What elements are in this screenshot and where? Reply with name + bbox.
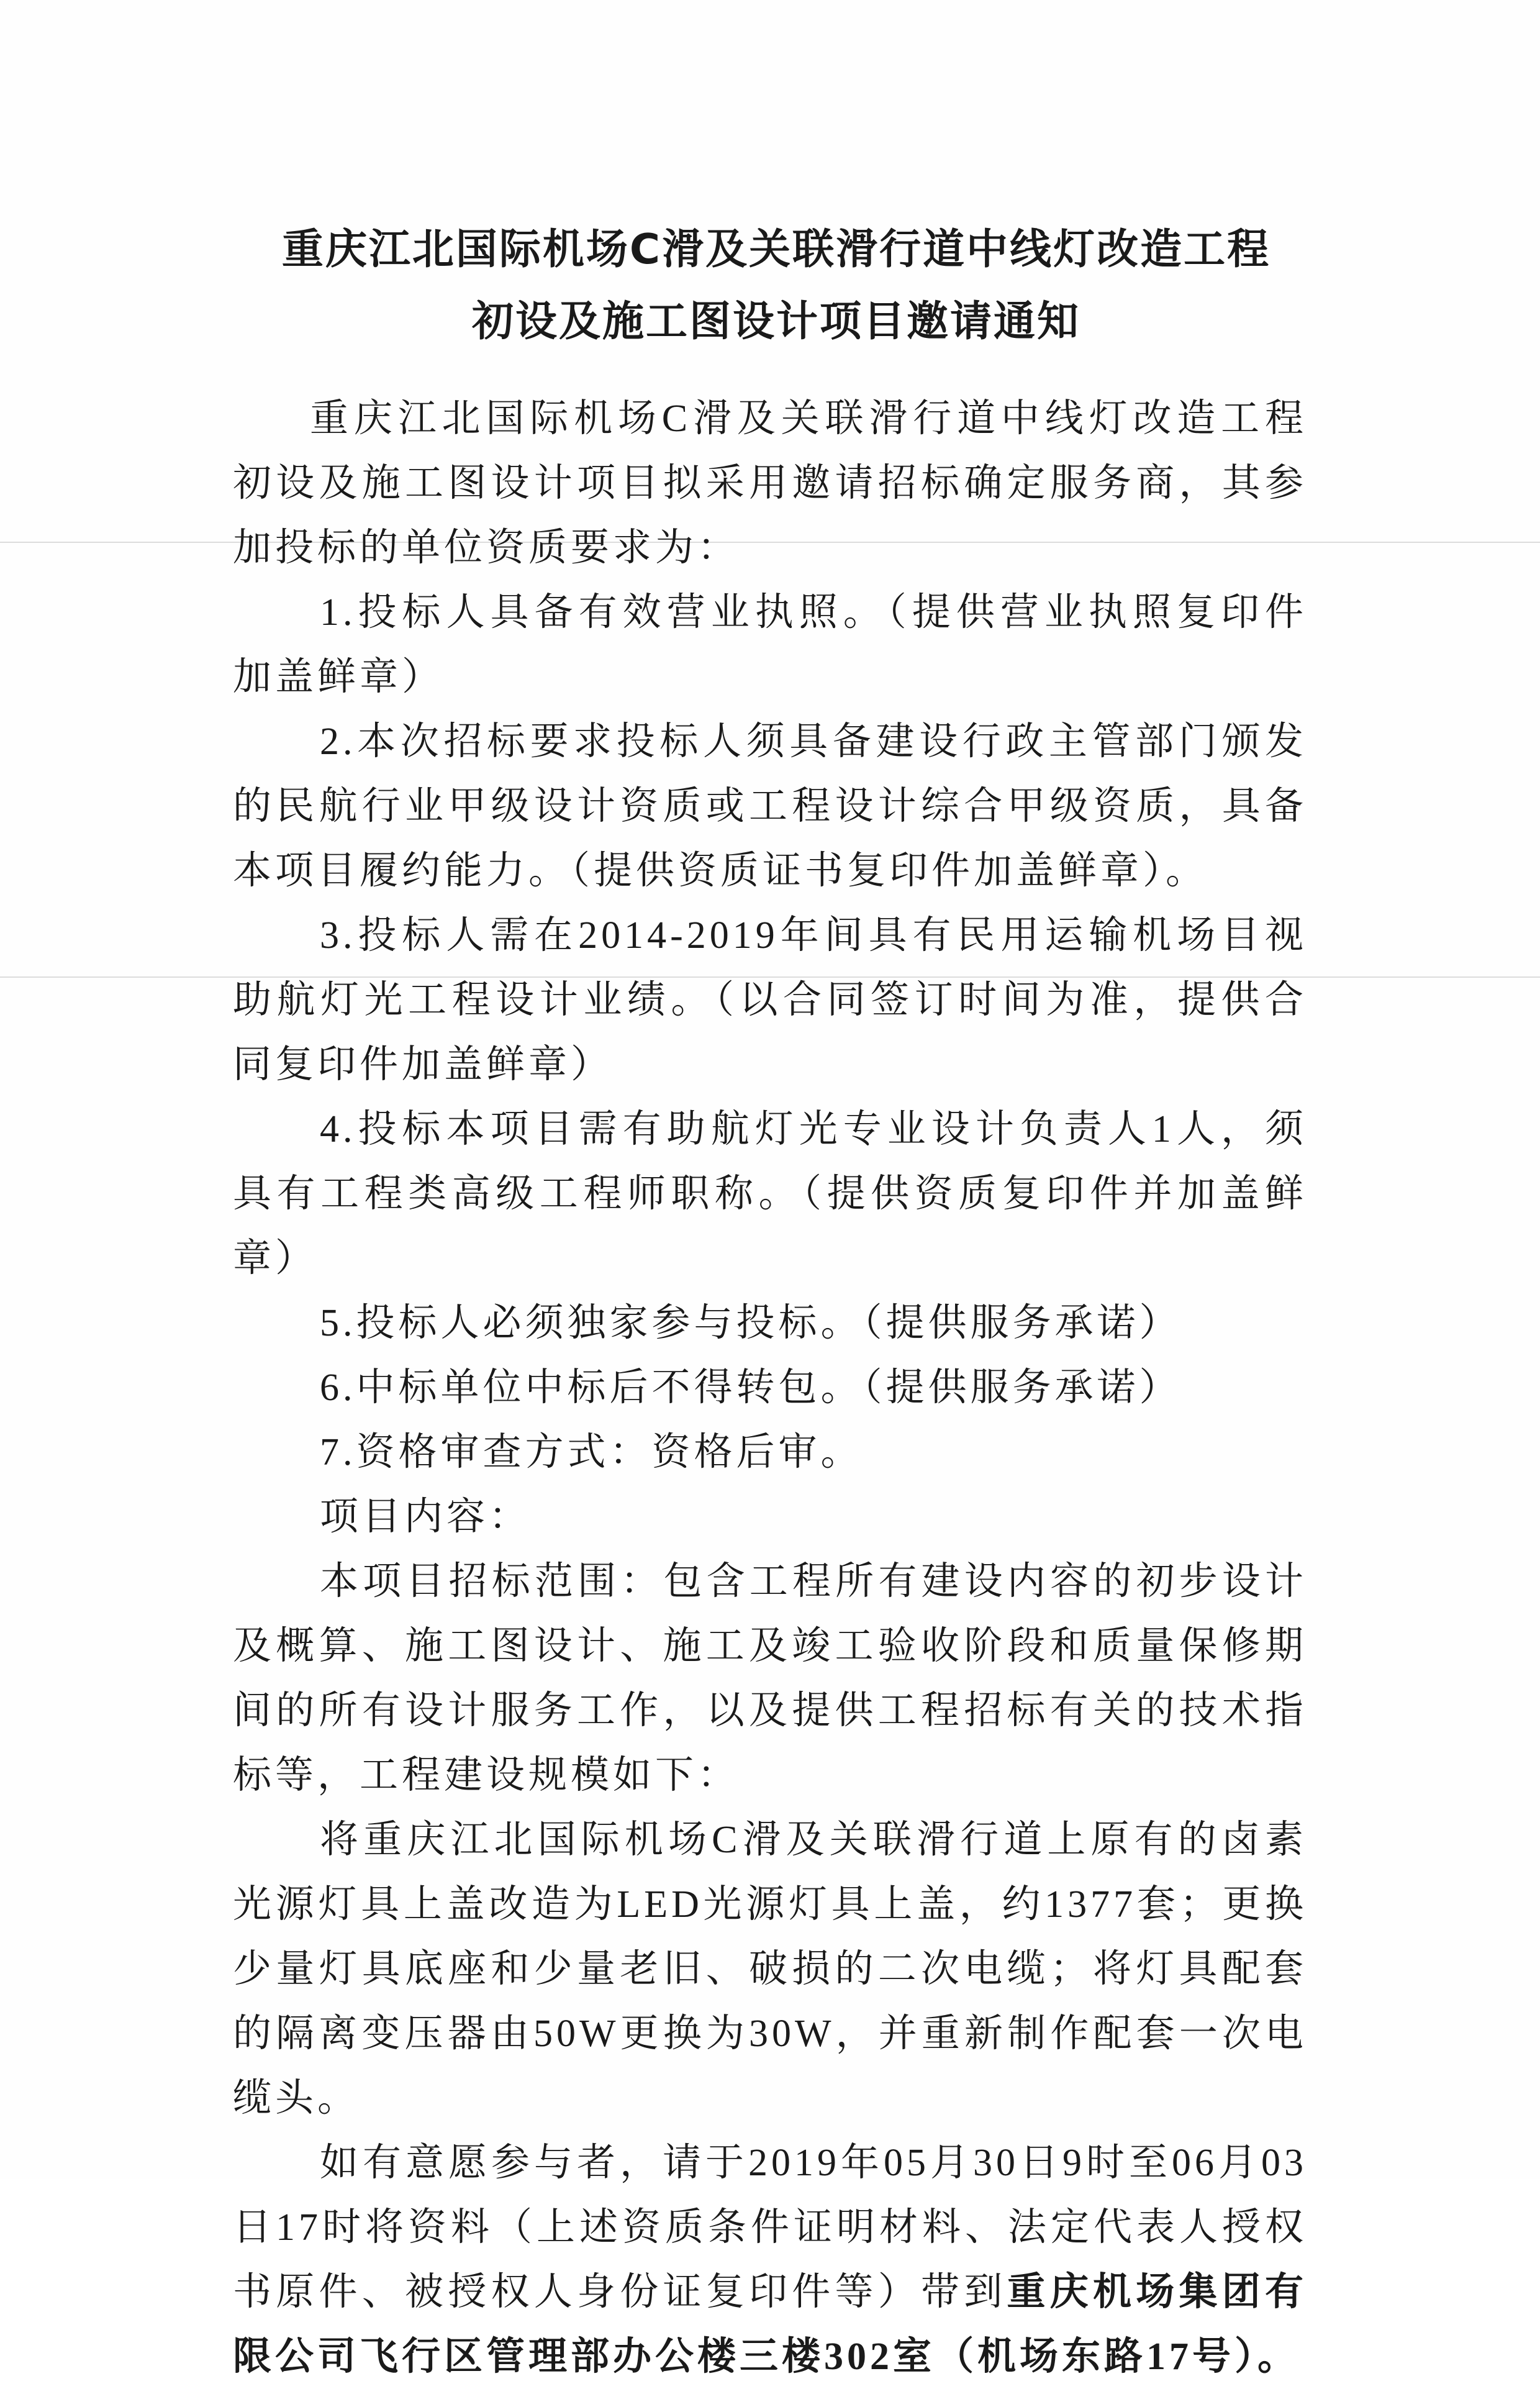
requirement-item-4: 4.投标本项目需有助航灯光专业设计负责人1人，须具有工程类高级工程师职称。（提供资质复印件并加盖鲜章） bbox=[233, 1108, 1307, 1280]
requirement-item-6: 6.中标单位中标后不得转包。（提供服务承诺） bbox=[320, 1367, 1182, 1409]
requirement-item-3: 3.投标人需在2014-2019年间具有民用运输机场目视助航灯光工程设计业绩。（以合同签订时间为准，提供合同复印件加盖鲜章） bbox=[233, 914, 1307, 1086]
document-title-line-1: 重庆江北国际机场C滑及关联滑行道中线灯改造工程 bbox=[281, 225, 1271, 273]
project-heading: 项目内容： bbox=[320, 1496, 532, 1538]
closing-text: 如有意愿参与者，请于2019年05月30日9时至06月03日17时将资料（上述资质条件证明材料、法定代表人授权书原件、被授权人身份证复印件等）带到 bbox=[233, 2142, 1307, 2313]
document-title-line-2: 初设及施工图设计项目邀请通知 bbox=[472, 297, 1080, 345]
closing-paragraph bbox=[233, 2131, 1307, 2389]
requirement-item-7: 7.资格审查方式：资格后审。 bbox=[320, 1431, 863, 1473]
intro-paragraph: 重庆江北国际机场C滑及关联滑行道中线灯改造工程初设及施工图设计项目拟采用邀请招标确定服务商，其参加投标的单位资质要求为： bbox=[233, 398, 1307, 569]
requirement-item-5: 5.投标人必须独家参与投标。（提供服务承诺） bbox=[320, 1302, 1182, 1344]
requirement-item-2: 2.本次招标要求投标人须具备建设行政主管部门颁发的民航行业甲级设计资质或工程设计综合甲级资质，具备本项目履约能力。（提供资质证书复印件加盖鲜章）。 bbox=[233, 721, 1307, 892]
document-body bbox=[233, 386, 1307, 2389]
requirement-item-1: 1.投标人具备有效营业执照。（提供营业执照复印件加盖鲜章） bbox=[233, 591, 1307, 698]
submission-location: 重庆机场集团有限公司飞行区管理部办公楼三楼302室（机场东路17号）。 bbox=[233, 2271, 1307, 2378]
scale-paragraph: 将重庆江北国际机场C滑及关联滑行道上原有的卤素光源灯具上盖改造为LED光源灯具上盖，约1377套；更换少量灯具底座和少量老旧、破损的二次电缆；将灯具配套的隔离变压器由50W更换为30W，并重新制作配套一次电缆头。 bbox=[233, 1819, 1307, 2119]
scope-paragraph: 本项目招标范围：包含工程所有建设内容的初步设计及概算、施工图设计、施工及竣工验收阶段和质量保修期间的所有设计服务工作，以及提供工程招标有关的技术指标等，工程建设规模如下： bbox=[233, 1560, 1307, 1796]
